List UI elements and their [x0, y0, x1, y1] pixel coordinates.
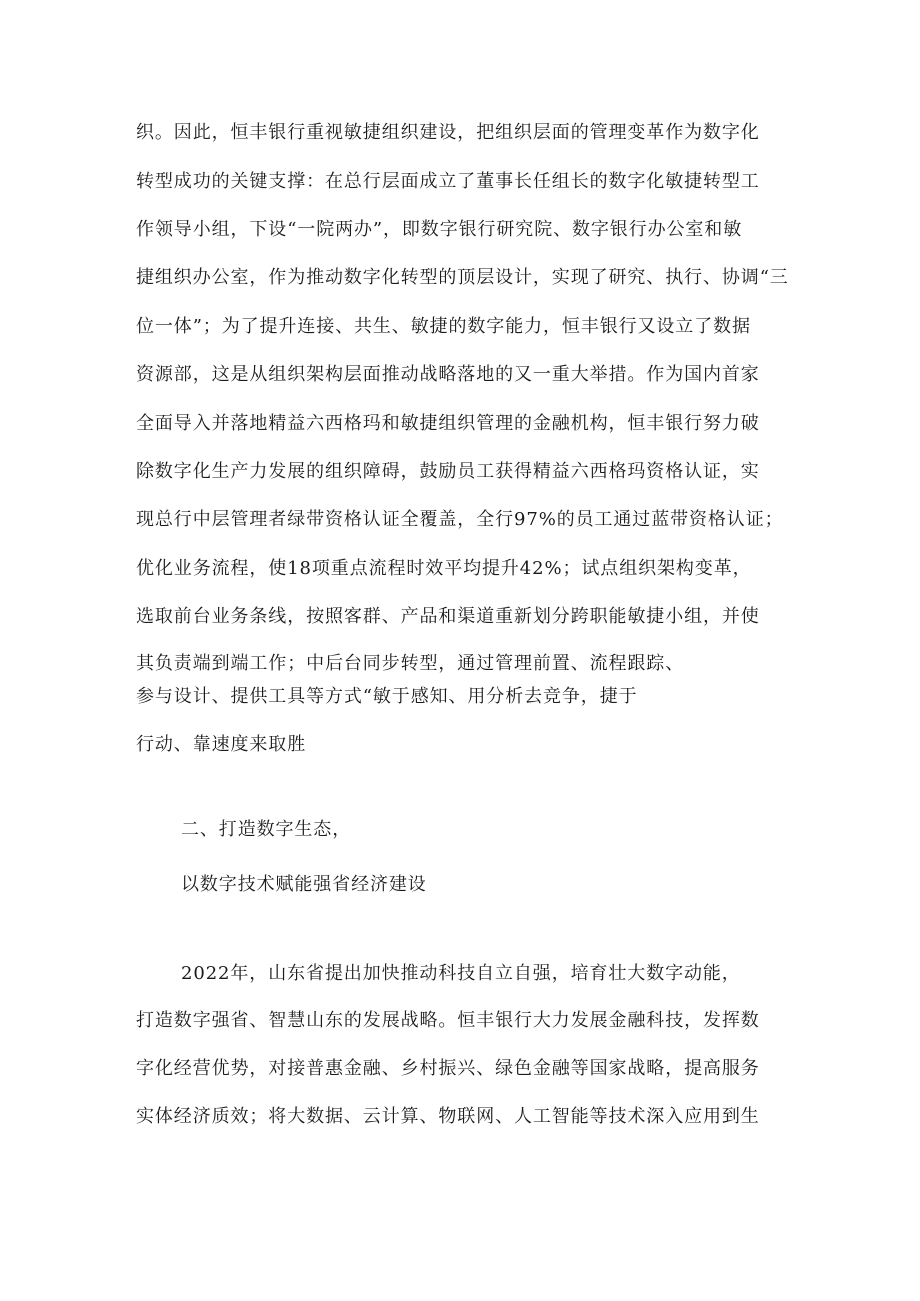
- paragraph-1-line: 其负责端到端工作；中后台同步转型，通过管理前置、流程跟踪、: [136, 653, 685, 674]
- paragraph-1-line: 转型成功的关键支撑：在总行层面成立了董事长任组长的数字化敏捷转型工: [136, 171, 760, 192]
- paragraph-1-line: 位一体”；为了提升连接、共生、敏捷的数字能力，恒丰银行又设立了数据: [136, 316, 751, 337]
- paragraph-1-line: 选取前台业务条线，按照客群、产品和渠道重新划分跨职能敏捷小组，并使: [136, 606, 760, 627]
- paragraph-1-line: 资源部，这是从组织架构层面推动战略落地的又一重大举措。作为国内首家: [136, 364, 760, 385]
- paragraph-1-line: 捷组织办公室，作为推动数字化转型的顶层设计，实现了研究、执行、协调“三: [136, 267, 789, 288]
- paragraph-1-line: 优化业务流程，使18项重点流程时效平均提升42%；试点组织架构变革，: [136, 558, 752, 579]
- paragraph-1-line: 参与设计、提供工具等方式“敏于感知、用分析去竞争，捷于: [136, 686, 638, 707]
- paragraph-1-line: 织。因此，恒丰银行重视敏捷组织建设，把组织层面的管理变革作为数字化: [136, 122, 760, 143]
- section-heading-line-2: 以数字技术赋能强省经济建设: [181, 874, 427, 895]
- paragraph-1-line: 除数字化生产力发展的组织障碍，鼓励员工获得精益六西格玛资格认证，实: [136, 461, 760, 482]
- paragraph-2-line: 实体经济质效；将大数据、云计算、物联网、人工智能等技术深入应用到生: [136, 1106, 760, 1127]
- paragraph-1-line: 作领导小组，下设“一院两办”，即数字银行研究院、数字银行办公室和敏: [136, 219, 743, 240]
- paragraph-1-line: 全面导入并落地精益六西格玛和敏捷组织管理的金融机构，恒丰银行努力破: [136, 413, 760, 434]
- paragraph-1-line: 现总行中层管理者绿带资格认证全覆盖，全行97%的员工通过蓝带资格认证；: [136, 509, 784, 530]
- paragraph-2-line: 2022年，山东省提出加快推动科技自立自强，培育壮大数字动能，: [181, 963, 741, 984]
- paragraph-1-line: 行动、靠速度来取胜: [136, 734, 307, 755]
- section-heading-line-1: 二、打造数字生态，: [181, 819, 352, 840]
- paragraph-2-line: 打造数字强省、智慧山东的发展战略。恒丰银行大力发展金融科技，发挥数: [136, 1010, 760, 1031]
- paragraph-2-line: 字化经营优势，对接普惠金融、乡村振兴、绿色金融等国家战略，提高服务: [136, 1058, 760, 1079]
